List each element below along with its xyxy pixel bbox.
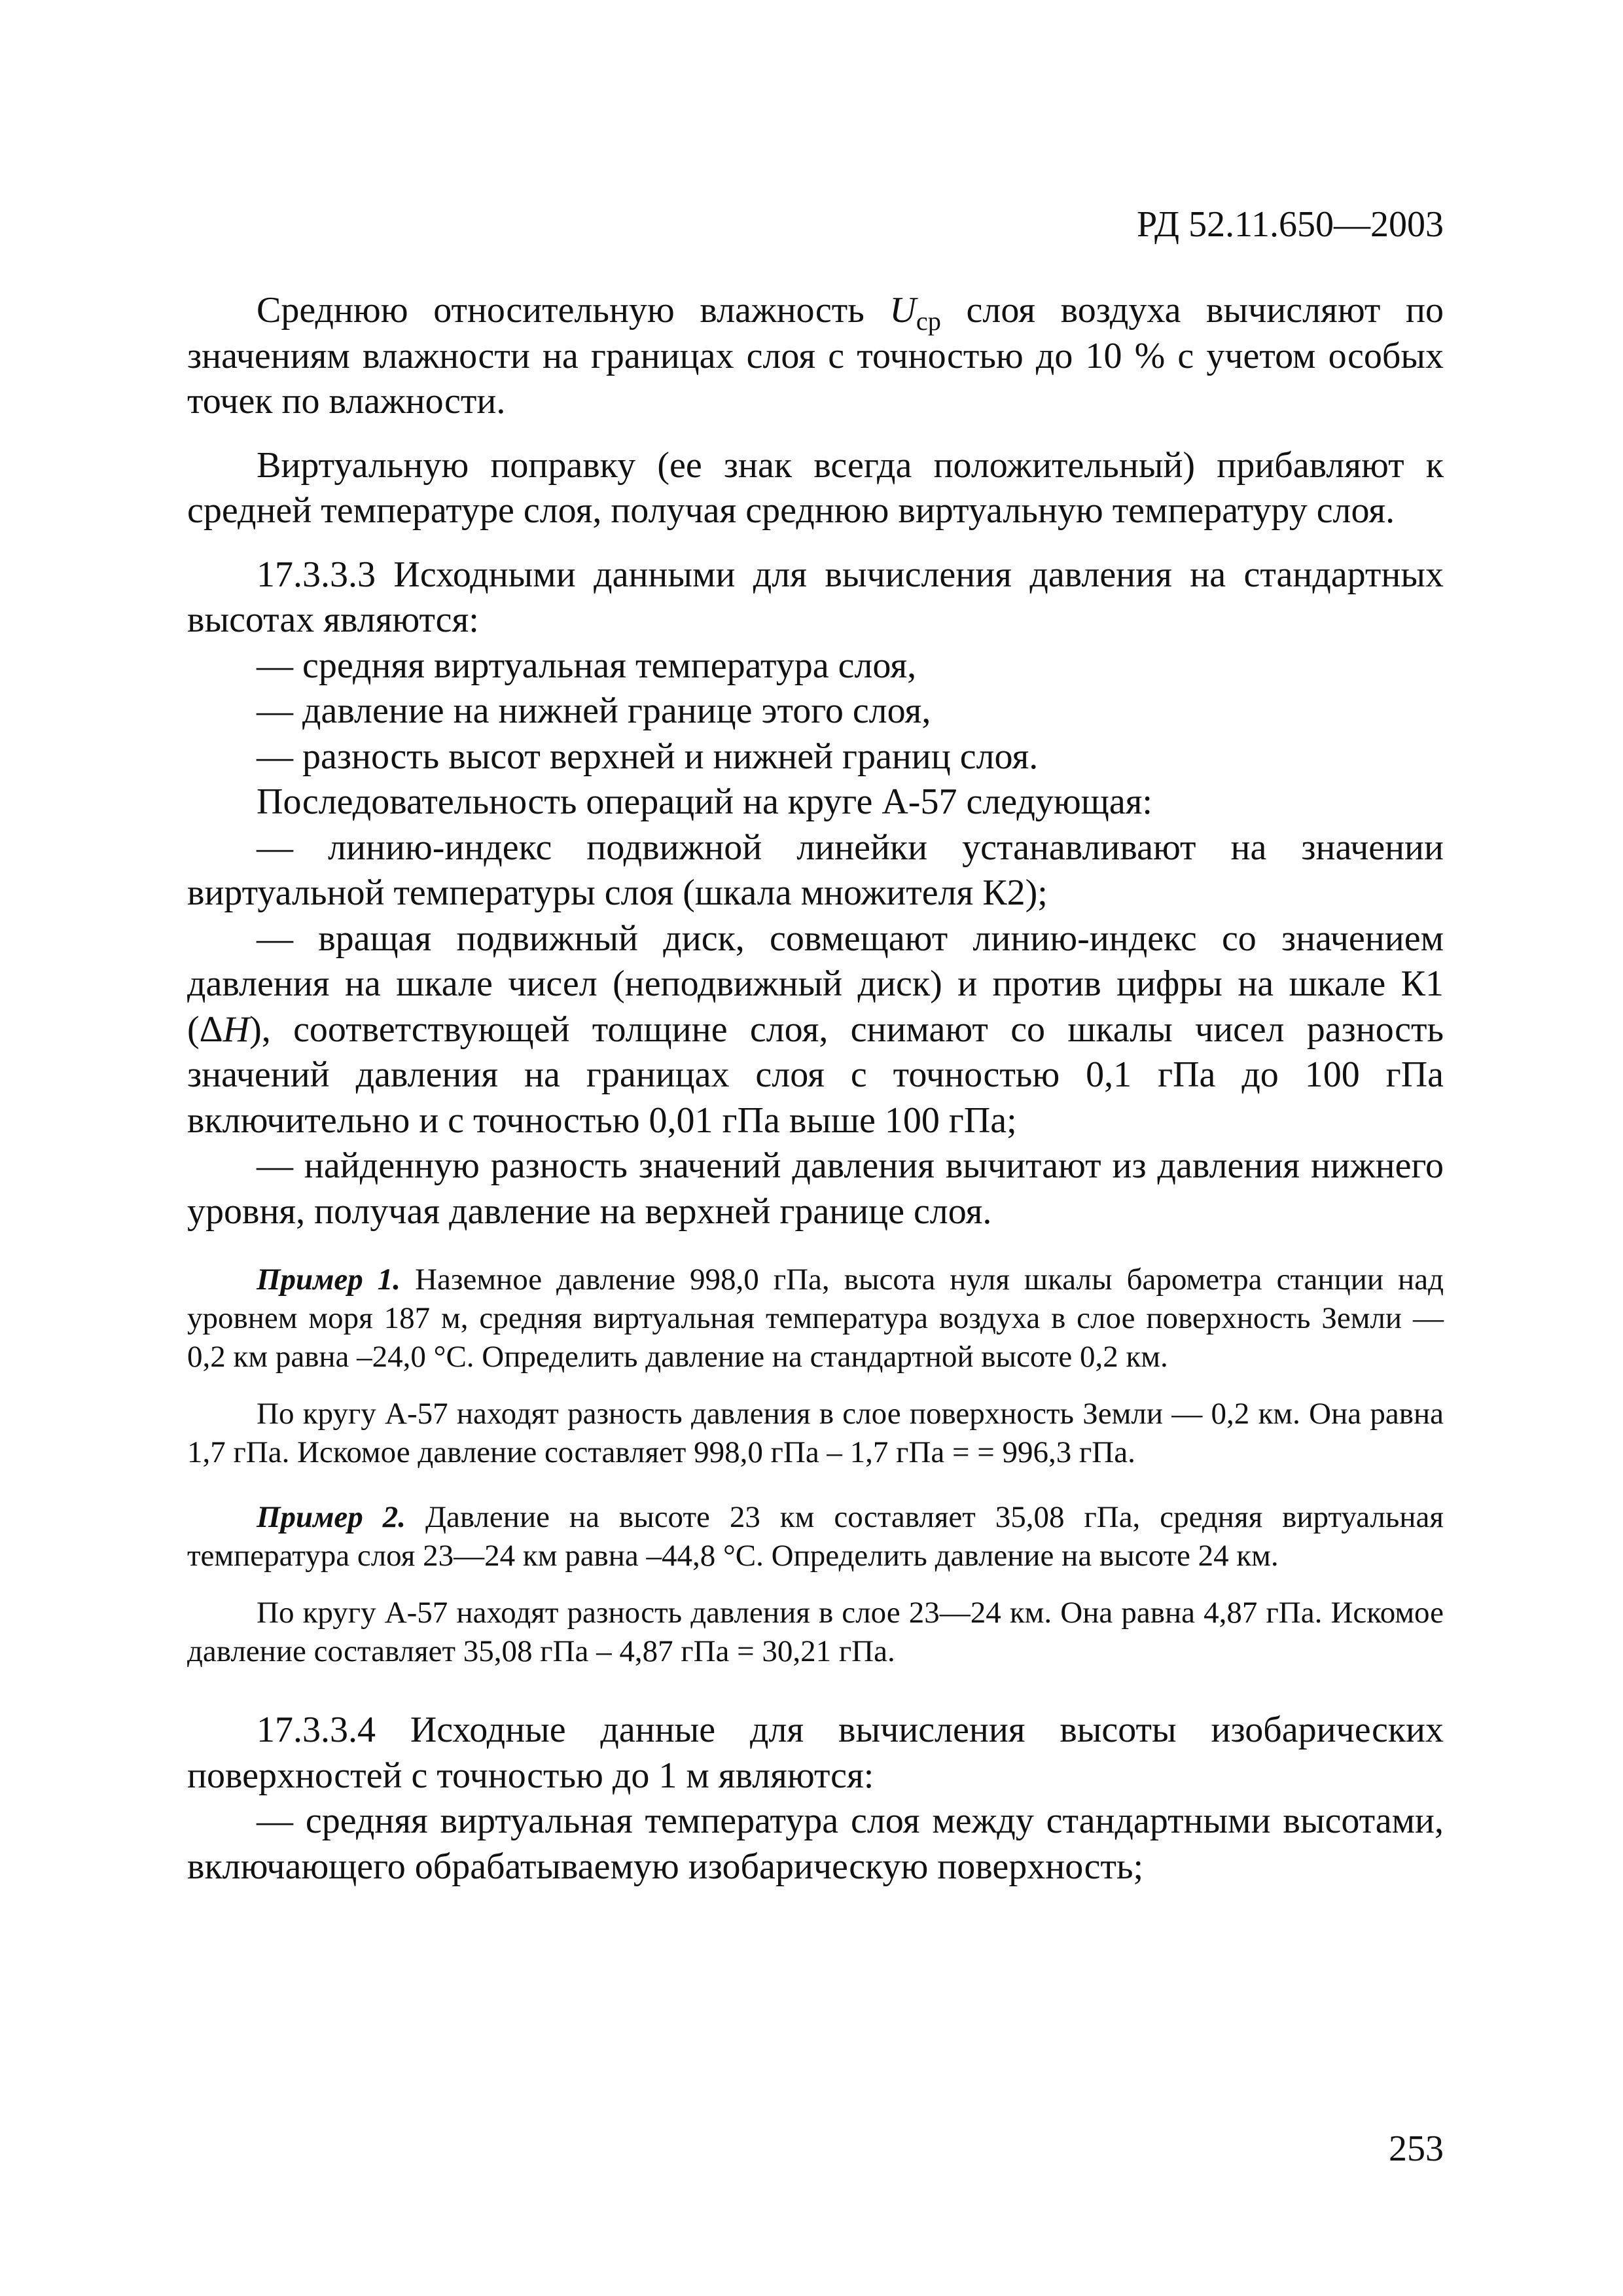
example-2 — [187, 1498, 1444, 1671]
variable-u: U — [889, 290, 916, 331]
paragraph-text: слоя воздуха вычисляют по значениям влажности на границах слоя с точностью до 10 % с учетом особых точек по влажности. — [187, 290, 1444, 422]
paragraph-text: Среднюю относительную влажность — [257, 290, 890, 331]
paragraph-sequence: Последовательность операций на круге А-57 следующая: — [257, 781, 1152, 822]
page-number: 253 — [1389, 2128, 1444, 2169]
example-text — [187, 1261, 1444, 1376]
main-section — [187, 288, 1444, 1234]
list-item — [187, 916, 1444, 1144]
example-label: Пример 1. — [257, 1263, 401, 1297]
example-label: Пример 2. — [257, 1500, 406, 1534]
example-body: Наземное давление 998,0 гПа, высота нуля шкалы барометра станции над уровнем моря 187 м, средняя виртуальная температура воздуха в слое поверхность Земли — 0,2 км равна –24,0 °С. Определить давление на стандартной высоте 0,2 км. — [187, 1263, 1444, 1374]
document-page — [187, 203, 1444, 2169]
subscript-sr: ср — [916, 306, 941, 336]
list-item: — средняя виртуальная температура слоя между стандартными высотами, включающего обрабатываемую изобарическую поверхность; — [187, 1801, 1444, 1887]
example-solution: По кругу А-57 находят разность давления в слое 23—24 км. Она равна 4,87 гПа. Искомое давление составляет 35,08 гПа – 4,87 гПа = 30,21 гПа. — [187, 1596, 1444, 1668]
paragraph-17-3-3-4: 17.3.3.4 Исходные данные для вычисления высоты изобарических поверхностей с точностью до 1 м являются: — [187, 1710, 1444, 1796]
document-number: РД 52.11.650—2003 — [1136, 204, 1444, 245]
list-item: — давление на нижней границе этого слоя, — [257, 691, 931, 731]
paragraph-humidity — [187, 288, 1444, 425]
paragraph-17-3-3-3: 17.3.3.3 Исходными данными для вычисления давления на стандартных высотах являются: — [187, 554, 1444, 640]
list-item: — найденную разность значений давления вычитают из давления нижнего уровня, получая давление на верхней границе слоя. — [187, 1145, 1444, 1232]
example-solution: По кругу А-57 находят разность давления в слое поверхность Земли — 0,2 км. Она равна 1,7 гПа. Искомое давление составляет 998,0 гПа – 1,7 гПа = = 996,3 гПа. — [187, 1397, 1444, 1469]
example-1 — [187, 1261, 1444, 1472]
list-item-text: ), соответствующей толщине слоя, снимают со шкалы чисел разность значений давления на границах слоя с точностью 0,1 гПа до 100 гПа включительно и с точностью 0,01 гПа выше 100 гПа; — [187, 1009, 1444, 1141]
section-17-3-3-4 — [187, 1708, 1444, 1890]
body-text — [187, 288, 1444, 1890]
list-item-text: — вращая подвижный диск, совмещают линию-индекс со значением давления на шкале чисел (неподвижный диск) и против цифры на шкале К1 (Δ — [187, 918, 1444, 1050]
list-item: — разность высот верхней и нижней границ слоя. — [257, 736, 1039, 777]
paragraph-virtual-correction: Виртуальную поправку (ее знак всегда положительный) прибавляют к средней температуре слоя, получая среднюю виртуальную температуру слоя. — [187, 444, 1444, 531]
example-body: Давление на высоте 23 км составляет 35,08 гПа, средняя виртуальная температура слоя 23—24 км равна –44,8 °С. Определить давление на высоте 24 км. — [187, 1500, 1444, 1573]
list-item: — средняя виртуальная температура слоя, — [257, 645, 917, 686]
list-item: — линию-индекс подвижной линейки устанавливают на значении виртуальной температуры слоя (шкала множителя К2); — [187, 827, 1444, 913]
variable-h: H — [223, 1009, 250, 1050]
example-text — [187, 1498, 1444, 1575]
